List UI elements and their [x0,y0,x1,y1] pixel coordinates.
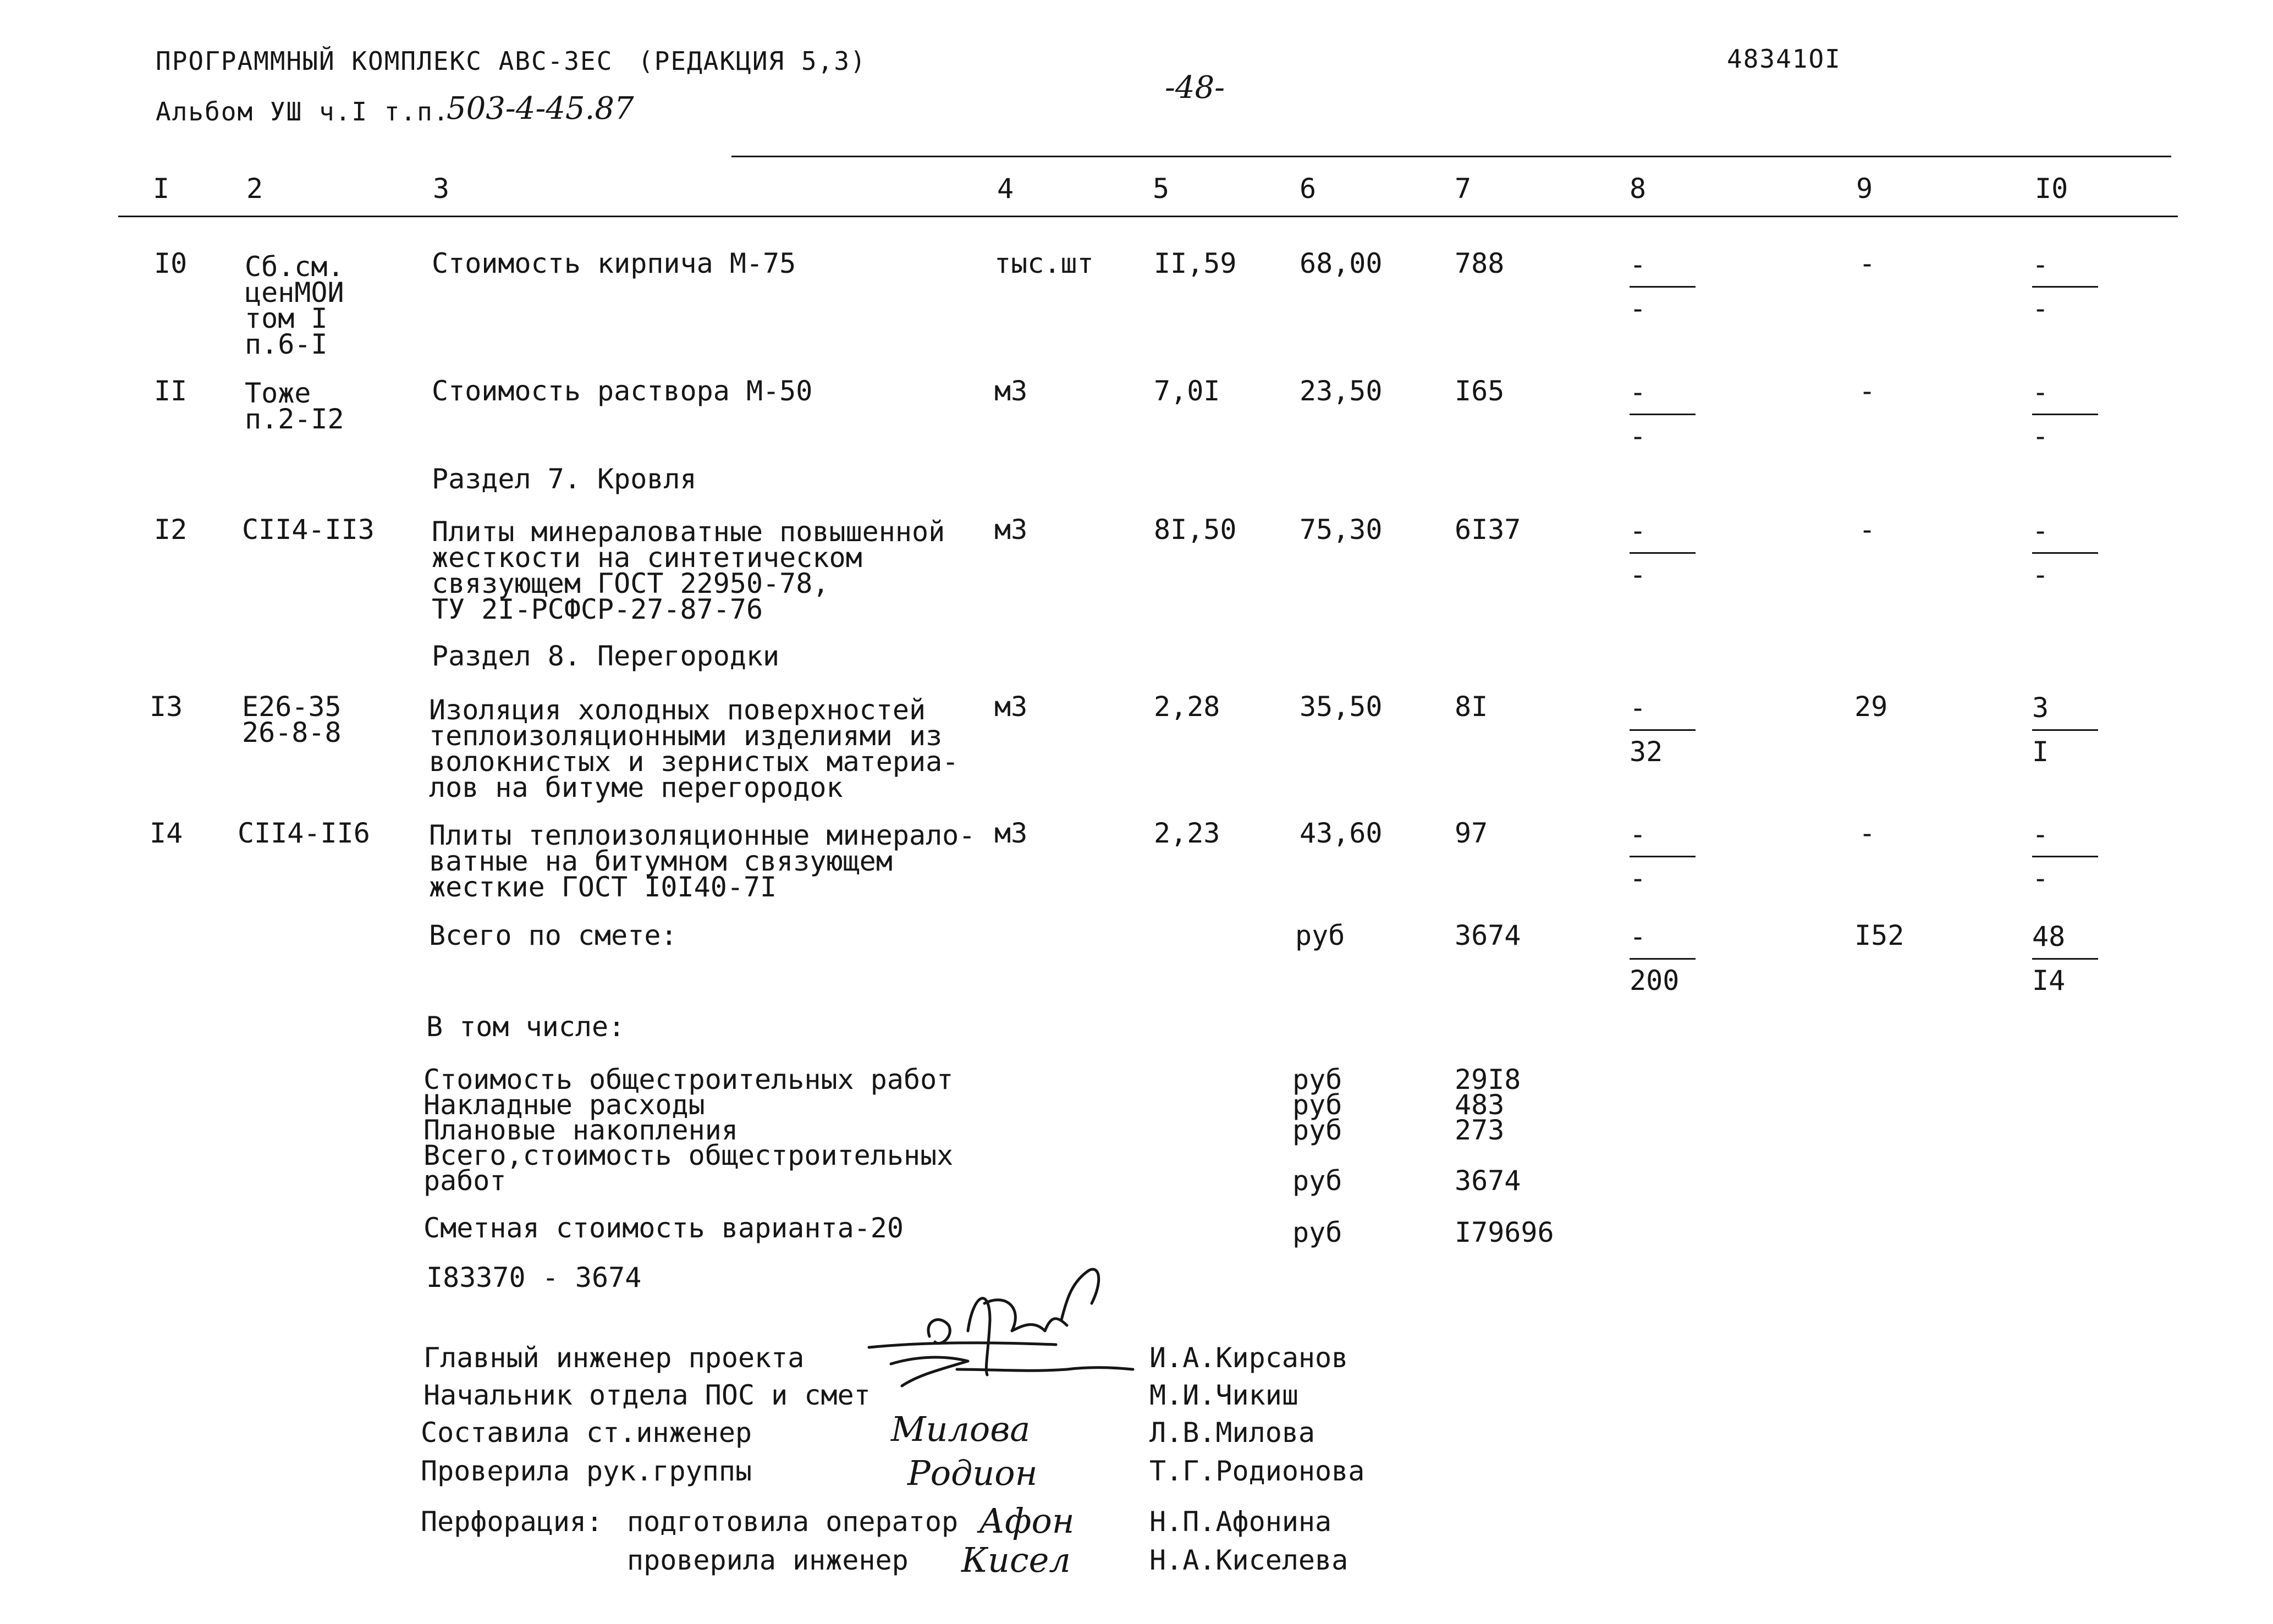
section-heading-roof: Раздел 7. Кровля [432,463,697,495]
row-col9: - [1859,817,1876,849]
signature-role: Начальник отдела ПОС и смет [423,1379,871,1411]
row-col9: 29 [1854,691,1888,723]
total-unit: руб [1295,920,1345,951]
header-rule-bottom [118,216,2178,217]
signature-role: Главный инженер проекта [423,1342,805,1374]
row-number: I2 [154,514,188,546]
row-price: 75,30 [1300,514,1383,546]
row-code: Сб.см. ценМОИ том I п.6-I [245,251,344,360]
row-col9: - [1859,247,1876,279]
row-price: 35,50 [1300,691,1383,723]
difference: I83370 - 3674 [426,1262,642,1293]
row-qty: 2,28 [1154,691,1220,723]
row-total: 6I37 [1455,514,1521,546]
row-total: 788 [1455,247,1505,279]
breakdown-label: Стоимость общестроительных работ [423,1064,954,1095]
row-unit: м3 [994,817,1028,849]
row-qty: 7,0I [1154,375,1220,407]
row-unit: м3 [994,514,1028,546]
row-qty: II,59 [1154,247,1237,279]
col-header-8: 8 [1630,173,1647,205]
total-col9: I52 [1854,920,1905,951]
row-code: Тоже п.2-I2 [245,377,344,435]
variant-value: I79696 [1455,1216,1554,1248]
perforation-label: Перфорация: [421,1506,603,1538]
row-name: Плиты теплоизоляционные минерало- ватные на битумном связующем жесткие ГОСТ I0I40-7I [429,819,976,903]
album-number: 503-4-45.87 [447,91,634,126]
edition: (РЕДАКЦИЯ 5,3) [638,46,867,76]
breakdown-label: Всего,стоимость общестроительных работ [423,1139,954,1197]
total-value: 3674 [1455,920,1521,951]
perforation-name: Н.П.Афонина [1149,1506,1332,1538]
breakdown-unit: руб [1292,1089,1342,1121]
col-header-4: 4 [997,173,1014,205]
breakdown-unit: руб [1292,1114,1342,1146]
perforation-role: подготовила оператор [627,1506,959,1538]
signature-milova: Милова [891,1409,1031,1449]
page-number: -48- [1165,70,1225,106]
row-price: 23,50 [1300,375,1383,407]
row-name: Стоимость кирпича М-75 [432,247,796,279]
col-header-10: I0 [2035,173,2068,205]
total-label: Всего по смете: [429,920,678,951]
signature-name: Л.В.Милова [1149,1417,1316,1449]
row-qty: 8I,50 [1154,514,1237,546]
signature-kiseleva: Кисел [961,1540,1071,1580]
col-header-6: 6 [1300,173,1317,205]
signature-afonina: Афон [979,1501,1075,1541]
row-number: I3 [150,691,183,723]
row-name: Изоляция холодных поверхностей теплоизоляционными изделиями из волокнистых и зернистых материа- лов на битуме перегородок [429,694,959,803]
col-header-5: 5 [1153,173,1170,205]
row-number: II [154,375,188,407]
breakdown-label: Плановые накопления [423,1114,738,1146]
header-rule-top [731,156,2171,157]
col-header-7: 7 [1455,173,1472,205]
col-header-3: 3 [433,173,450,205]
breakdown-value: 3674 [1455,1165,1521,1197]
row-unit: тыс.шт [994,247,1094,279]
signature-rodionova: Родион [907,1453,1038,1493]
row-code: СII4-II3 [242,514,375,546]
row-price: 43,60 [1300,817,1383,849]
row-unit: м3 [994,691,1028,723]
document-code: 48341ОI [1727,44,1841,74]
perforation-name: Н.А.Киселева [1149,1544,1349,1576]
col-header-1: I [153,173,170,205]
perforation-role: проверила инженер [627,1544,909,1576]
breakdown-value: 273 [1455,1114,1505,1146]
row-code: Е26-35 26-8-8 [242,691,342,748]
row-name: Стоимость раствора М-50 [432,375,813,407]
including-label: В том числе: [426,1011,625,1043]
row-unit: м3 [994,375,1028,407]
row-price: 68,00 [1300,247,1383,279]
row-total: I65 [1455,375,1505,407]
row-number: I0 [154,247,188,279]
breakdown-unit: руб [1292,1064,1342,1095]
breakdown-unit: руб [1292,1165,1342,1197]
breakdown-label: Накладные расходы [423,1089,705,1121]
row-total: 8I [1455,691,1488,723]
program-title: ПРОГРАММНЫЙ КОМПЛЕКС АВС-ЗЕС [156,46,613,76]
row-qty: 2,23 [1154,817,1220,849]
row-col9: - [1859,514,1876,546]
variant-unit: руб [1292,1216,1342,1248]
row-name: Плиты минераловатные повышенной жесткости на синтетическом связующем ГОСТ 22950-78, ТУ 2I-РСФСР-27-87-76 [432,516,945,625]
row-number: I4 [150,817,183,849]
signature-name: Т.Г.Родионова [1149,1455,1365,1487]
col-header-2: 2 [246,173,263,205]
row-col9: - [1859,375,1876,407]
row-total: 97 [1455,817,1488,849]
row-code: СII4-II6 [238,817,370,849]
album-label: Альбом УШ ч.I т.п. [156,97,450,126]
signature-role: Составила ст.инженер [421,1417,752,1449]
signature-name: М.И.Чикиш [1149,1379,1298,1411]
signature-role: Проверила рук.группы [421,1455,752,1487]
breakdown-value: 29I8 [1455,1064,1521,1095]
signature-name: И.А.Кирсанов [1149,1342,1349,1374]
section-heading-partitions: Раздел 8. Перегородки [432,640,780,672]
variant-label: Сметная стоимость варианта-20 [423,1212,904,1244]
breakdown-value: 483 [1455,1089,1505,1121]
col-header-9: 9 [1856,173,1873,205]
signature-chief-engineer [858,1259,1144,1402]
